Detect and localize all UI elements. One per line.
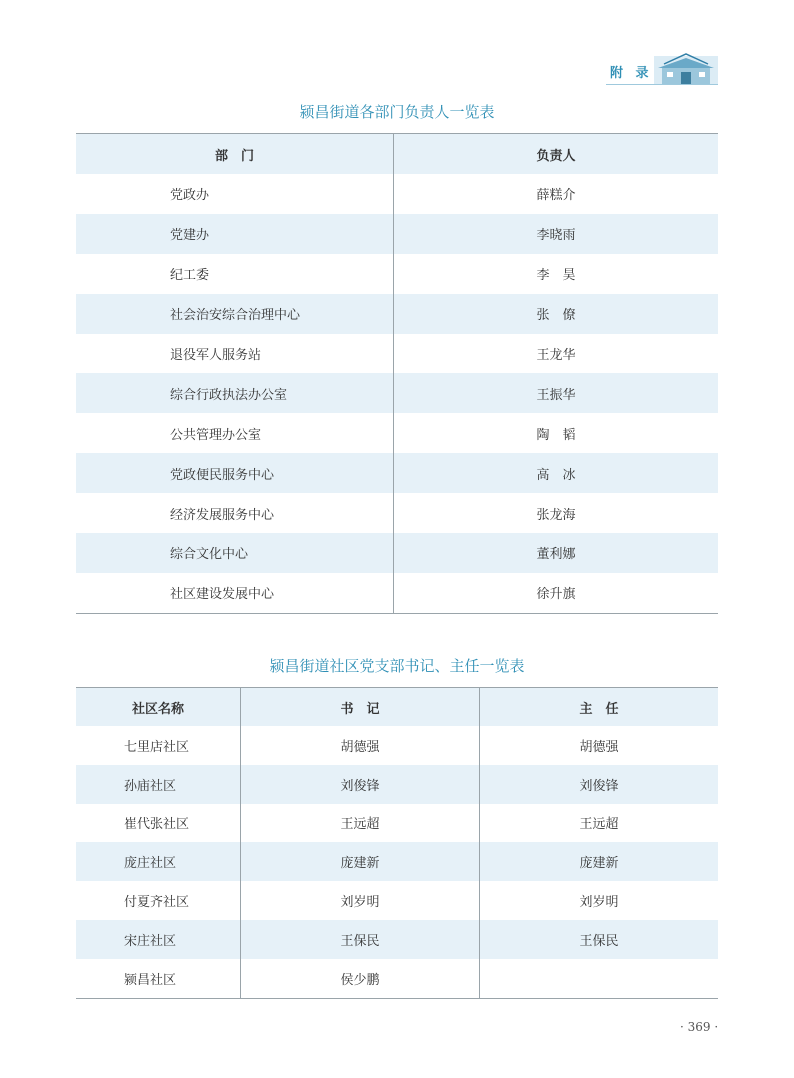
table-row bbox=[76, 334, 718, 374]
leader-cell: 高 冰 bbox=[536, 467, 576, 483]
director-cell: 庞建新 bbox=[579, 856, 619, 872]
section-label: 附 录 bbox=[610, 66, 653, 81]
department-cell: 党政便民服务中心 bbox=[76, 453, 394, 493]
leader-cell: 李晓雨 bbox=[536, 228, 576, 244]
table-row bbox=[76, 573, 718, 613]
table-row bbox=[76, 881, 718, 920]
director-cell: 王远超 bbox=[579, 817, 619, 833]
table-row bbox=[76, 765, 718, 804]
department-cell: 社区建设发展中心 bbox=[76, 573, 394, 613]
table-row bbox=[76, 294, 718, 334]
leader-cell: 李 昊 bbox=[536, 268, 576, 284]
community-cell: 七里店社区 bbox=[76, 726, 241, 765]
department-cell: 退役军人服务站 bbox=[76, 334, 394, 374]
department-cell: 综合行政执法办公室 bbox=[76, 373, 394, 413]
table-row bbox=[76, 254, 718, 294]
leader-cell: 董利娜 bbox=[536, 547, 576, 563]
department-cell: 纪工委 bbox=[76, 254, 394, 294]
department-cell: 经济发展服务中心 bbox=[76, 493, 394, 533]
leader-cell: 陶 韬 bbox=[536, 427, 576, 443]
leader-cell: 张 僚 bbox=[536, 308, 576, 324]
department-cell: 党政办 bbox=[76, 174, 394, 214]
page-number: · 369 · bbox=[680, 1020, 719, 1034]
table2-title: 颍昌街道社区党支部书记、主任一览表 bbox=[269, 657, 525, 675]
community-cell: 孙庙社区 bbox=[76, 765, 241, 804]
table-row bbox=[76, 726, 718, 765]
community-cell: 庞庄社区 bbox=[76, 842, 241, 881]
leader-cell: 王龙华 bbox=[536, 348, 576, 363]
header-rule bbox=[606, 84, 718, 85]
director-cell: 刘俊锋 bbox=[579, 778, 619, 794]
secretary-cell: 王保民 bbox=[241, 920, 480, 959]
community-cell: 宋庄社区 bbox=[76, 920, 241, 959]
director-cell: 胡德强 bbox=[579, 739, 619, 755]
table-row bbox=[76, 959, 718, 998]
community-cell: 崔代张社区 bbox=[76, 804, 241, 843]
department-cell: 综合文化中心 bbox=[76, 533, 394, 573]
director-cell bbox=[480, 959, 719, 998]
table-row bbox=[76, 842, 718, 881]
table-row bbox=[76, 373, 718, 413]
column-header-secretary: 书 记 bbox=[241, 688, 480, 727]
secretary-cell: 刘岁明 bbox=[241, 881, 480, 920]
leader-cell: 王振华 bbox=[536, 387, 576, 403]
table-header-row bbox=[76, 688, 718, 727]
table1-title: 颍昌街道各部门负责人一览表 bbox=[299, 103, 495, 121]
secretary-cell: 胡德强 bbox=[241, 726, 480, 765]
column-header-department: 部 门 bbox=[76, 134, 394, 175]
table-header-row bbox=[76, 134, 718, 175]
director-cell: 王保民 bbox=[579, 933, 619, 949]
leader-cell: 张龙海 bbox=[536, 507, 576, 523]
table-row bbox=[76, 920, 718, 959]
table-row bbox=[76, 214, 718, 254]
leader-cell: 薛糕介 bbox=[536, 188, 576, 204]
community-leaders-table bbox=[76, 687, 718, 999]
leader-cell: 徐升旗 bbox=[536, 587, 576, 603]
secretary-cell: 王远超 bbox=[241, 804, 480, 843]
table-row bbox=[76, 174, 718, 214]
secretary-cell: 庞建新 bbox=[241, 842, 480, 881]
table-row bbox=[76, 533, 718, 573]
table-row bbox=[76, 804, 718, 843]
secretary-cell: 侯少鹏 bbox=[241, 959, 480, 998]
column-header-community: 社区名称 bbox=[76, 688, 241, 727]
secretary-cell: 刘俊锋 bbox=[241, 765, 480, 804]
table-row bbox=[76, 493, 718, 533]
city-gate-icon bbox=[654, 50, 718, 84]
table-row bbox=[76, 413, 718, 453]
department-cell: 党建办 bbox=[76, 214, 394, 254]
column-header-leader: 负责人 bbox=[536, 148, 576, 164]
department-cell: 公共管理办公室 bbox=[76, 413, 394, 453]
table-row bbox=[76, 453, 718, 493]
director-cell: 刘岁明 bbox=[579, 895, 619, 911]
department-heads-table bbox=[76, 133, 718, 614]
community-cell: 颍昌社区 bbox=[76, 959, 241, 998]
column-header-director: 主 任 bbox=[579, 701, 619, 717]
community-cell: 付夏齐社区 bbox=[76, 881, 241, 920]
department-cell: 社会治安综合治理中心 bbox=[76, 294, 394, 334]
running-header bbox=[606, 48, 718, 86]
